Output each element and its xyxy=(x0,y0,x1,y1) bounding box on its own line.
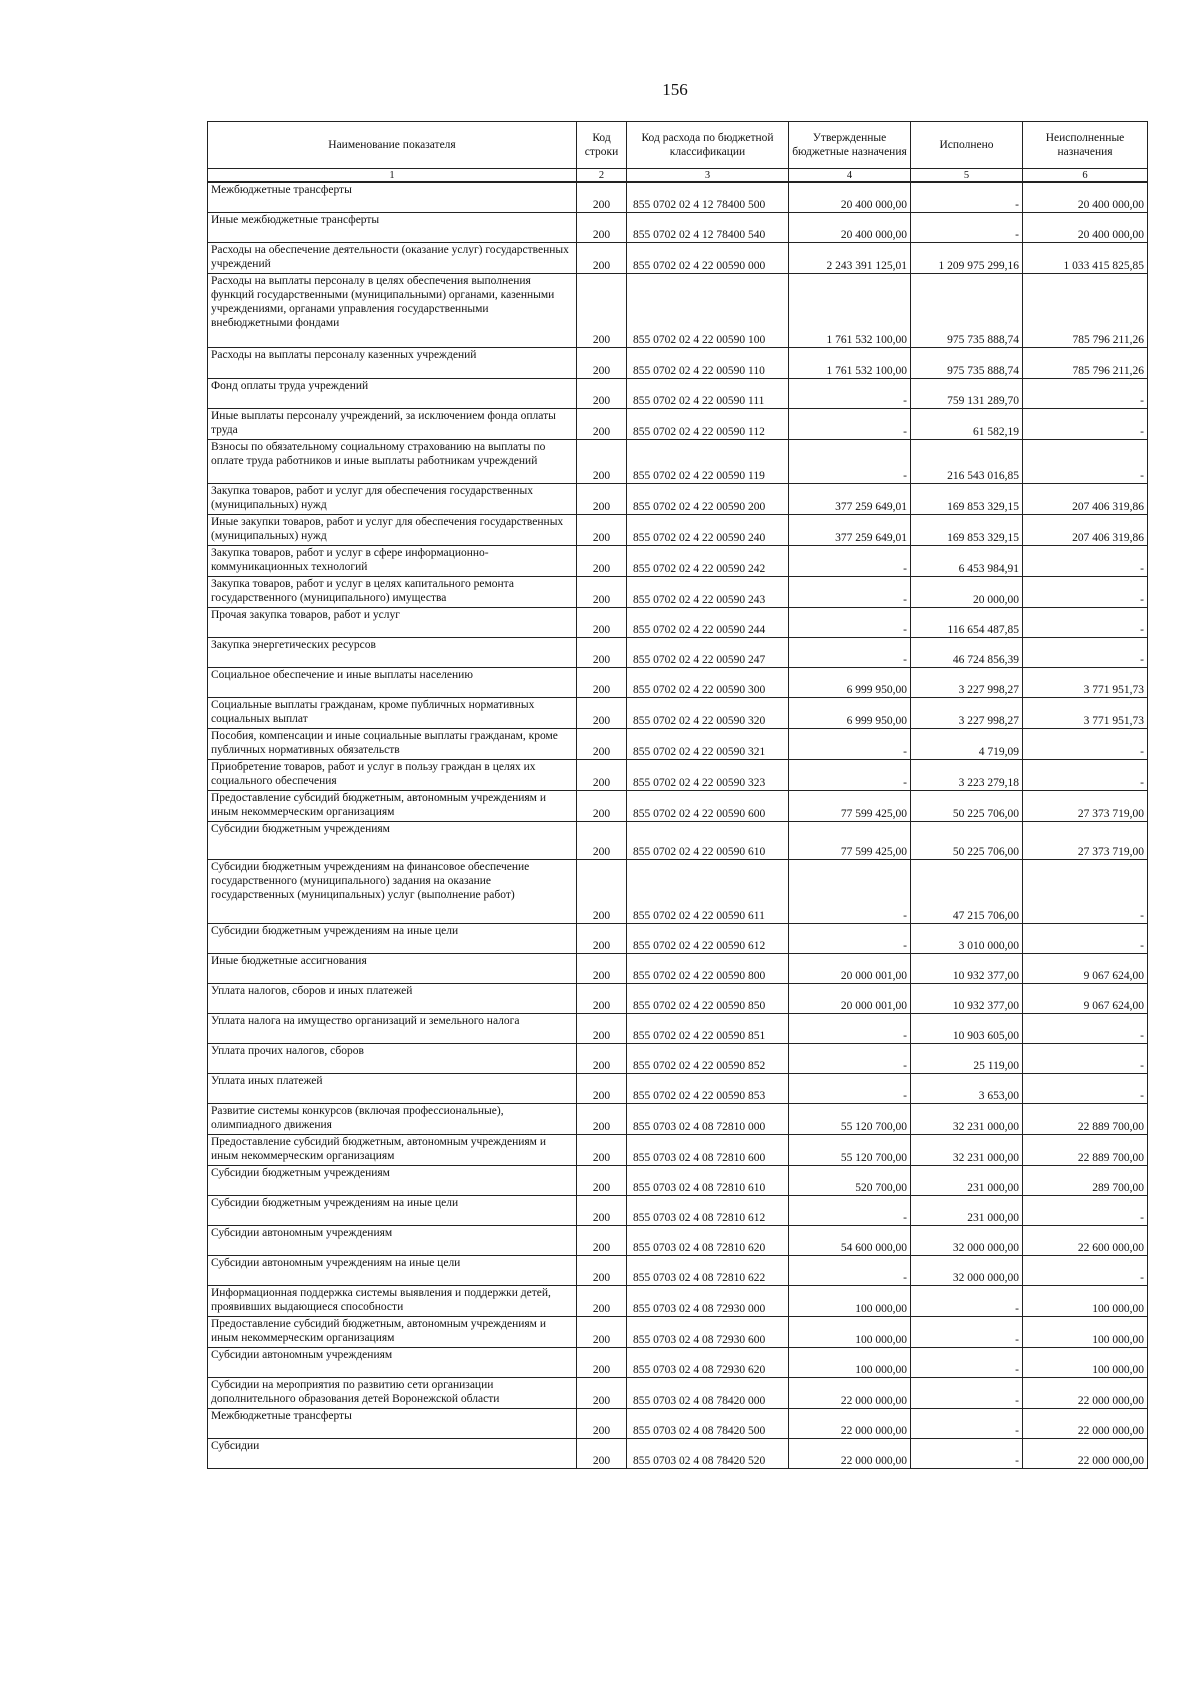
row-unexecuted: - xyxy=(1023,1195,1148,1225)
row-name: Субсидии бюджетным учреждениям на иные цели xyxy=(208,923,577,953)
budget-execution-table xyxy=(207,121,1148,1469)
row-executed: - xyxy=(911,1347,1023,1377)
row-name: Расходы на обеспечение деятельности (оказание услуг) государственных учреждений xyxy=(208,242,577,273)
header-code: Код строки xyxy=(577,122,627,169)
row-executed: 3 227 998,27 xyxy=(911,667,1023,697)
row-approved: - xyxy=(789,607,911,637)
row-unexecuted: 785 796 211,26 xyxy=(1023,347,1148,378)
row-name: Фонд оплаты труда учреждений xyxy=(208,378,577,408)
row-approved: 20 000 001,00 xyxy=(789,953,911,983)
row-code: 200 xyxy=(577,408,627,439)
column-number: 6 xyxy=(1023,169,1148,183)
header-executed: Исполнено xyxy=(911,122,1023,169)
row-approved: - xyxy=(789,378,911,408)
row-code: 200 xyxy=(577,1408,627,1438)
row-code: 200 xyxy=(577,607,627,637)
row-classification: 855 0703 02 4 08 72810 612 xyxy=(627,1195,789,1225)
row-executed: - xyxy=(911,1316,1023,1347)
row-code: 200 xyxy=(577,637,627,667)
row-approved: - xyxy=(789,1255,911,1285)
row-unexecuted: - xyxy=(1023,607,1148,637)
row-executed: - xyxy=(911,1438,1023,1468)
table-row xyxy=(208,1285,1148,1316)
table-row xyxy=(208,790,1148,821)
table-row xyxy=(208,212,1148,242)
row-approved: 6 999 950,00 xyxy=(789,667,911,697)
row-unexecuted: 100 000,00 xyxy=(1023,1316,1148,1347)
row-classification: 855 0703 02 4 08 78420 500 xyxy=(627,1408,789,1438)
row-classification: 855 0702 02 4 22 00590 321 xyxy=(627,728,789,759)
row-name: Расходы на выплаты персоналу в целях обеспечения выполнения функций государственными (муниципальными) органами, казенными учреждениями, органами управления государственными внебюджетными фондами xyxy=(208,273,577,347)
row-code: 200 xyxy=(577,1165,627,1195)
row-unexecuted: 1 033 415 825,85 xyxy=(1023,242,1148,273)
row-approved: - xyxy=(789,1043,911,1073)
row-name: Субсидии бюджетным учреждениям xyxy=(208,821,577,859)
table-row xyxy=(208,1134,1148,1165)
row-approved: 2 243 391 125,01 xyxy=(789,242,911,273)
row-name: Закупка товаров, работ и услуг в сфере информационно-коммуникационных технологий xyxy=(208,545,577,576)
row-executed: 20 000,00 xyxy=(911,576,1023,607)
row-classification: 855 0702 02 4 22 00590 112 xyxy=(627,408,789,439)
row-unexecuted: 289 700,00 xyxy=(1023,1165,1148,1195)
row-unexecuted: 785 796 211,26 xyxy=(1023,273,1148,347)
row-approved: - xyxy=(789,408,911,439)
row-name: Расходы на выплаты персоналу казенных учреждений xyxy=(208,347,577,378)
row-unexecuted: - xyxy=(1023,408,1148,439)
row-name: Иные выплаты персоналу учреждений, за исключением фонда оплаты труда xyxy=(208,408,577,439)
column-number: 2 xyxy=(577,169,627,183)
row-code: 200 xyxy=(577,1285,627,1316)
row-classification: 855 0702 02 4 12 78400 500 xyxy=(627,182,789,212)
row-approved: 100 000,00 xyxy=(789,1347,911,1377)
row-executed: 3 223 279,18 xyxy=(911,759,1023,790)
row-unexecuted: 22 000 000,00 xyxy=(1023,1438,1148,1468)
row-name: Социальное обеспечение и иные выплаты населению xyxy=(208,667,577,697)
row-approved: 1 761 532 100,00 xyxy=(789,347,911,378)
table-row xyxy=(208,821,1148,859)
row-executed: 3 010 000,00 xyxy=(911,923,1023,953)
row-approved: - xyxy=(789,923,911,953)
row-classification: 855 0702 02 4 22 00590 119 xyxy=(627,439,789,483)
row-classification: 855 0702 02 4 22 00590 242 xyxy=(627,545,789,576)
row-classification: 855 0702 02 4 22 00590 110 xyxy=(627,347,789,378)
row-approved: 22 000 000,00 xyxy=(789,1408,911,1438)
row-name: Взносы по обязательному социальному страхованию на выплаты по оплате труда работников и иные выплаты работникам учреждений xyxy=(208,439,577,483)
row-code: 200 xyxy=(577,242,627,273)
table-row xyxy=(208,697,1148,728)
row-executed: 231 000,00 xyxy=(911,1195,1023,1225)
row-executed: 10 932 377,00 xyxy=(911,953,1023,983)
row-name: Субсидии бюджетным учреждениям на иные цели xyxy=(208,1195,577,1225)
row-code: 200 xyxy=(577,1316,627,1347)
row-classification: 855 0702 02 4 22 00590 247 xyxy=(627,637,789,667)
row-classification: 855 0703 02 4 08 72810 610 xyxy=(627,1165,789,1195)
row-unexecuted: - xyxy=(1023,637,1148,667)
table-row xyxy=(208,408,1148,439)
table-row xyxy=(208,1103,1148,1134)
table-row xyxy=(208,1225,1148,1255)
row-approved: - xyxy=(789,1195,911,1225)
row-code: 200 xyxy=(577,1255,627,1285)
header-unexecuted: Неисполненные назначения xyxy=(1023,122,1148,169)
row-name: Иные закупки товаров, работ и услуг для обеспечения государственных (муниципальных) нужд xyxy=(208,514,577,545)
row-approved: 55 120 700,00 xyxy=(789,1103,911,1134)
row-executed: 169 853 329,15 xyxy=(911,483,1023,514)
row-classification: 855 0703 02 4 08 72810 600 xyxy=(627,1134,789,1165)
row-code: 200 xyxy=(577,953,627,983)
row-approved: 77 599 425,00 xyxy=(789,821,911,859)
row-code: 200 xyxy=(577,182,627,212)
header-classification: Код расхода по бюджетной классификации xyxy=(627,122,789,169)
row-approved: 1 761 532 100,00 xyxy=(789,273,911,347)
header-approved: Утвержденные бюджетные назначения xyxy=(789,122,911,169)
row-unexecuted: 3 771 951,73 xyxy=(1023,697,1148,728)
row-code: 200 xyxy=(577,923,627,953)
row-classification: 855 0702 02 4 22 00590 000 xyxy=(627,242,789,273)
table-row xyxy=(208,1195,1148,1225)
table-row xyxy=(208,923,1148,953)
row-approved: - xyxy=(789,728,911,759)
row-classification: 855 0702 02 4 22 00590 850 xyxy=(627,983,789,1013)
row-approved: - xyxy=(789,576,911,607)
table-row xyxy=(208,273,1148,347)
row-executed: 32 000 000,00 xyxy=(911,1225,1023,1255)
row-unexecuted: 22 600 000,00 xyxy=(1023,1225,1148,1255)
row-unexecuted: 207 406 319,86 xyxy=(1023,514,1148,545)
row-name: Иные бюджетные ассигнования xyxy=(208,953,577,983)
row-name: Предоставление субсидий бюджетным, автономным учреждениям и иным некоммерческим организациям xyxy=(208,790,577,821)
row-classification: 855 0702 02 4 22 00590 852 xyxy=(627,1043,789,1073)
row-classification: 855 0703 02 4 08 78420 000 xyxy=(627,1377,789,1408)
row-name: Информационная поддержка системы выявления и поддержки детей, проявивших выдающиеся способности xyxy=(208,1285,577,1316)
table-row xyxy=(208,859,1148,923)
row-executed: 32 000 000,00 xyxy=(911,1255,1023,1285)
row-executed: - xyxy=(911,182,1023,212)
row-unexecuted: - xyxy=(1023,923,1148,953)
row-classification: 855 0702 02 4 22 00590 851 xyxy=(627,1013,789,1043)
row-name: Межбюджетные трансферты xyxy=(208,182,577,212)
row-name: Закупка энергетических ресурсов xyxy=(208,637,577,667)
row-classification: 855 0702 02 4 22 00590 300 xyxy=(627,667,789,697)
header-name: Наименование показателя xyxy=(208,122,577,169)
table-row xyxy=(208,1013,1148,1043)
row-unexecuted: - xyxy=(1023,859,1148,923)
table-row xyxy=(208,1043,1148,1073)
row-unexecuted: - xyxy=(1023,378,1148,408)
row-executed: 6 453 984,91 xyxy=(911,545,1023,576)
row-executed: 3 227 998,27 xyxy=(911,697,1023,728)
row-code: 200 xyxy=(577,983,627,1013)
row-unexecuted: 22 000 000,00 xyxy=(1023,1377,1148,1408)
row-unexecuted: 27 373 719,00 xyxy=(1023,821,1148,859)
row-code: 200 xyxy=(577,1225,627,1255)
row-unexecuted: 100 000,00 xyxy=(1023,1347,1148,1377)
row-code: 200 xyxy=(577,859,627,923)
row-name: Пособия, компенсации и иные социальные выплаты гражданам, кроме публичных нормативных обязательств xyxy=(208,728,577,759)
row-executed: 25 119,00 xyxy=(911,1043,1023,1073)
row-executed: 975 735 888,74 xyxy=(911,273,1023,347)
row-executed: 10 903 605,00 xyxy=(911,1013,1023,1043)
table-row xyxy=(208,1438,1148,1468)
row-code: 200 xyxy=(577,483,627,514)
row-code: 200 xyxy=(577,1438,627,1468)
row-executed: 759 131 289,70 xyxy=(911,378,1023,408)
row-approved: 100 000,00 xyxy=(789,1285,911,1316)
row-name: Субсидии автономным учреждениям xyxy=(208,1225,577,1255)
row-executed: 1 209 975 299,16 xyxy=(911,242,1023,273)
row-approved: 520 700,00 xyxy=(789,1165,911,1195)
row-name: Закупка товаров, работ и услуг в целях капитального ремонта государственного (муниципального) имущества xyxy=(208,576,577,607)
row-classification: 855 0702 02 4 22 00590 243 xyxy=(627,576,789,607)
row-approved: - xyxy=(789,1013,911,1043)
row-unexecuted: - xyxy=(1023,545,1148,576)
page-number: 156 xyxy=(662,80,688,99)
row-unexecuted: - xyxy=(1023,439,1148,483)
row-unexecuted: - xyxy=(1023,728,1148,759)
table-body xyxy=(208,182,1148,1468)
row-code: 200 xyxy=(577,212,627,242)
row-code: 200 xyxy=(577,273,627,347)
row-code: 200 xyxy=(577,1013,627,1043)
row-unexecuted: 207 406 319,86 xyxy=(1023,483,1148,514)
row-classification: 855 0702 02 4 22 00590 853 xyxy=(627,1073,789,1103)
table-header xyxy=(208,122,1148,183)
table-row xyxy=(208,1073,1148,1103)
row-classification: 855 0702 02 4 22 00590 612 xyxy=(627,923,789,953)
row-code: 200 xyxy=(577,790,627,821)
row-executed: 169 853 329,15 xyxy=(911,514,1023,545)
row-executed: 3 653,00 xyxy=(911,1073,1023,1103)
row-name: Уплата иных платежей xyxy=(208,1073,577,1103)
row-approved: - xyxy=(789,545,911,576)
table-row xyxy=(208,1165,1148,1195)
table-row xyxy=(208,545,1148,576)
row-executed: 32 231 000,00 xyxy=(911,1134,1023,1165)
column-number: 4 xyxy=(789,169,911,183)
row-code: 200 xyxy=(577,759,627,790)
row-unexecuted: - xyxy=(1023,1013,1148,1043)
table-row xyxy=(208,1377,1148,1408)
row-name: Субсидии автономным учреждениям на иные цели xyxy=(208,1255,577,1285)
row-approved: - xyxy=(789,1073,911,1103)
row-classification: 855 0702 02 4 22 00590 200 xyxy=(627,483,789,514)
row-code: 200 xyxy=(577,514,627,545)
table-row xyxy=(208,728,1148,759)
row-code: 200 xyxy=(577,1043,627,1073)
column-number: 1 xyxy=(208,169,577,183)
table-row xyxy=(208,1408,1148,1438)
table-row xyxy=(208,347,1148,378)
row-name: Субсидии бюджетным учреждениям на финансовое обеспечение государственного (муниципального) задания на оказание государственных (муниципальных) услуг (выполнение работ) xyxy=(208,859,577,923)
row-name: Субсидии бюджетным учреждениям xyxy=(208,1165,577,1195)
row-name: Закупка товаров, работ и услуг для обеспечения государственных (муниципальных) нужд xyxy=(208,483,577,514)
table-row xyxy=(208,983,1148,1013)
row-name: Межбюджетные трансферты xyxy=(208,1408,577,1438)
row-approved: 20 400 000,00 xyxy=(789,182,911,212)
row-classification: 855 0702 02 4 22 00590 111 xyxy=(627,378,789,408)
table-row xyxy=(208,1316,1148,1347)
row-classification: 855 0703 02 4 08 72810 000 xyxy=(627,1103,789,1134)
row-unexecuted: 22 889 700,00 xyxy=(1023,1103,1148,1134)
row-executed: 4 719,09 xyxy=(911,728,1023,759)
row-approved: 6 999 950,00 xyxy=(789,697,911,728)
row-classification: 855 0703 02 4 08 78420 520 xyxy=(627,1438,789,1468)
row-code: 200 xyxy=(577,697,627,728)
row-name: Уплата прочих налогов, сборов xyxy=(208,1043,577,1073)
row-unexecuted: 20 400 000,00 xyxy=(1023,212,1148,242)
row-code: 200 xyxy=(577,378,627,408)
table-row xyxy=(208,637,1148,667)
row-classification: 855 0702 02 4 22 00590 600 xyxy=(627,790,789,821)
column-number: 3 xyxy=(627,169,789,183)
row-code: 200 xyxy=(577,1347,627,1377)
row-executed: 216 543 016,85 xyxy=(911,439,1023,483)
row-classification: 855 0702 02 4 22 00590 610 xyxy=(627,821,789,859)
row-classification: 855 0702 02 4 22 00590 100 xyxy=(627,273,789,347)
row-approved: 55 120 700,00 xyxy=(789,1134,911,1165)
row-approved: 77 599 425,00 xyxy=(789,790,911,821)
row-name: Субсидии на мероприятия по развитию сети организации дополнительного образования детей Воронежской области xyxy=(208,1377,577,1408)
row-classification: 855 0702 02 4 22 00590 244 xyxy=(627,607,789,637)
row-name: Уплата налога на имущество организаций и земельного налога xyxy=(208,1013,577,1043)
row-unexecuted: - xyxy=(1023,576,1148,607)
row-code: 200 xyxy=(577,1377,627,1408)
table-row xyxy=(208,242,1148,273)
row-code: 200 xyxy=(577,667,627,697)
row-unexecuted: 9 067 624,00 xyxy=(1023,953,1148,983)
row-name: Иные межбюджетные трансферты xyxy=(208,212,577,242)
row-executed: 231 000,00 xyxy=(911,1165,1023,1195)
row-code: 200 xyxy=(577,1073,627,1103)
table-row xyxy=(208,759,1148,790)
row-classification: 855 0702 02 4 22 00590 240 xyxy=(627,514,789,545)
table-row xyxy=(208,667,1148,697)
row-approved: 20 400 000,00 xyxy=(789,212,911,242)
row-code: 200 xyxy=(577,728,627,759)
row-unexecuted: - xyxy=(1023,1073,1148,1103)
row-name: Социальные выплаты гражданам, кроме публичных нормативных социальных выплат xyxy=(208,697,577,728)
row-name: Развитие системы конкурсов (включая профессиональные), олимпиадного движения xyxy=(208,1103,577,1134)
row-approved: 54 600 000,00 xyxy=(789,1225,911,1255)
table-row xyxy=(208,439,1148,483)
row-name: Предоставление субсидий бюджетным, автономным учреждениям и иным некоммерческим организациям xyxy=(208,1316,577,1347)
row-classification: 855 0703 02 4 08 72930 600 xyxy=(627,1316,789,1347)
row-executed: 116 654 487,85 xyxy=(911,607,1023,637)
row-executed: - xyxy=(911,212,1023,242)
row-unexecuted: 9 067 624,00 xyxy=(1023,983,1148,1013)
row-name: Приобретение товаров, работ и услуг в пользу граждан в целях их социального обеспечения xyxy=(208,759,577,790)
table-row xyxy=(208,1347,1148,1377)
row-executed: - xyxy=(911,1377,1023,1408)
row-name: Прочая закупка товаров, работ и услуг xyxy=(208,607,577,637)
row-classification: 855 0702 02 4 22 00590 323 xyxy=(627,759,789,790)
row-executed: - xyxy=(911,1285,1023,1316)
row-code: 200 xyxy=(577,821,627,859)
row-code: 200 xyxy=(577,1134,627,1165)
row-classification: 855 0702 02 4 22 00590 320 xyxy=(627,697,789,728)
row-approved: - xyxy=(789,859,911,923)
row-unexecuted: 3 771 951,73 xyxy=(1023,667,1148,697)
row-executed: 10 932 377,00 xyxy=(911,983,1023,1013)
row-unexecuted: 22 000 000,00 xyxy=(1023,1408,1148,1438)
row-name: Субсидии автономным учреждениям xyxy=(208,1347,577,1377)
row-executed: - xyxy=(911,1408,1023,1438)
table-row xyxy=(208,953,1148,983)
row-unexecuted: - xyxy=(1023,759,1148,790)
table-row xyxy=(208,607,1148,637)
row-unexecuted: 27 373 719,00 xyxy=(1023,790,1148,821)
row-classification: 855 0702 02 4 22 00590 800 xyxy=(627,953,789,983)
row-classification: 855 0703 02 4 08 72810 622 xyxy=(627,1255,789,1285)
row-name: Предоставление субсидий бюджетным, автономным учреждениям и иным некоммерческим организациям xyxy=(208,1134,577,1165)
row-unexecuted: - xyxy=(1023,1043,1148,1073)
row-approved: 100 000,00 xyxy=(789,1316,911,1347)
row-classification: 855 0703 02 4 08 72810 620 xyxy=(627,1225,789,1255)
row-unexecuted: - xyxy=(1023,1255,1148,1285)
table-row xyxy=(208,576,1148,607)
row-approved: 22 000 000,00 xyxy=(789,1377,911,1408)
row-executed: 975 735 888,74 xyxy=(911,347,1023,378)
row-code: 200 xyxy=(577,545,627,576)
row-executed: 47 215 706,00 xyxy=(911,859,1023,923)
row-executed: 46 724 856,39 xyxy=(911,637,1023,667)
row-approved: 377 259 649,01 xyxy=(789,514,911,545)
table-row xyxy=(208,378,1148,408)
table-row xyxy=(208,514,1148,545)
row-approved: 377 259 649,01 xyxy=(789,483,911,514)
column-number: 5 xyxy=(911,169,1023,183)
table-row xyxy=(208,483,1148,514)
row-code: 200 xyxy=(577,1103,627,1134)
row-code: 200 xyxy=(577,347,627,378)
row-code: 200 xyxy=(577,576,627,607)
row-unexecuted: 20 400 000,00 xyxy=(1023,182,1148,212)
row-executed: 32 231 000,00 xyxy=(911,1103,1023,1134)
row-executed: 50 225 706,00 xyxy=(911,790,1023,821)
table-row xyxy=(208,182,1148,212)
row-classification: 855 0703 02 4 08 72930 620 xyxy=(627,1347,789,1377)
row-unexecuted: 100 000,00 xyxy=(1023,1285,1148,1316)
row-approved: - xyxy=(789,637,911,667)
row-approved: - xyxy=(789,759,911,790)
row-executed: 50 225 706,00 xyxy=(911,821,1023,859)
row-unexecuted: 22 889 700,00 xyxy=(1023,1134,1148,1165)
row-approved: 20 000 001,00 xyxy=(789,983,911,1013)
row-classification: 855 0702 02 4 22 00590 611 xyxy=(627,859,789,923)
row-approved: - xyxy=(789,439,911,483)
table-row xyxy=(208,1255,1148,1285)
row-name: Субсидии xyxy=(208,1438,577,1468)
row-executed: 61 582,19 xyxy=(911,408,1023,439)
row-code: 200 xyxy=(577,1195,627,1225)
row-name: Уплата налогов, сборов и иных платежей xyxy=(208,983,577,1013)
row-approved: 22 000 000,00 xyxy=(789,1438,911,1468)
row-classification: 855 0703 02 4 08 72930 000 xyxy=(627,1285,789,1316)
row-classification: 855 0702 02 4 12 78400 540 xyxy=(627,212,789,242)
row-code: 200 xyxy=(577,439,627,483)
